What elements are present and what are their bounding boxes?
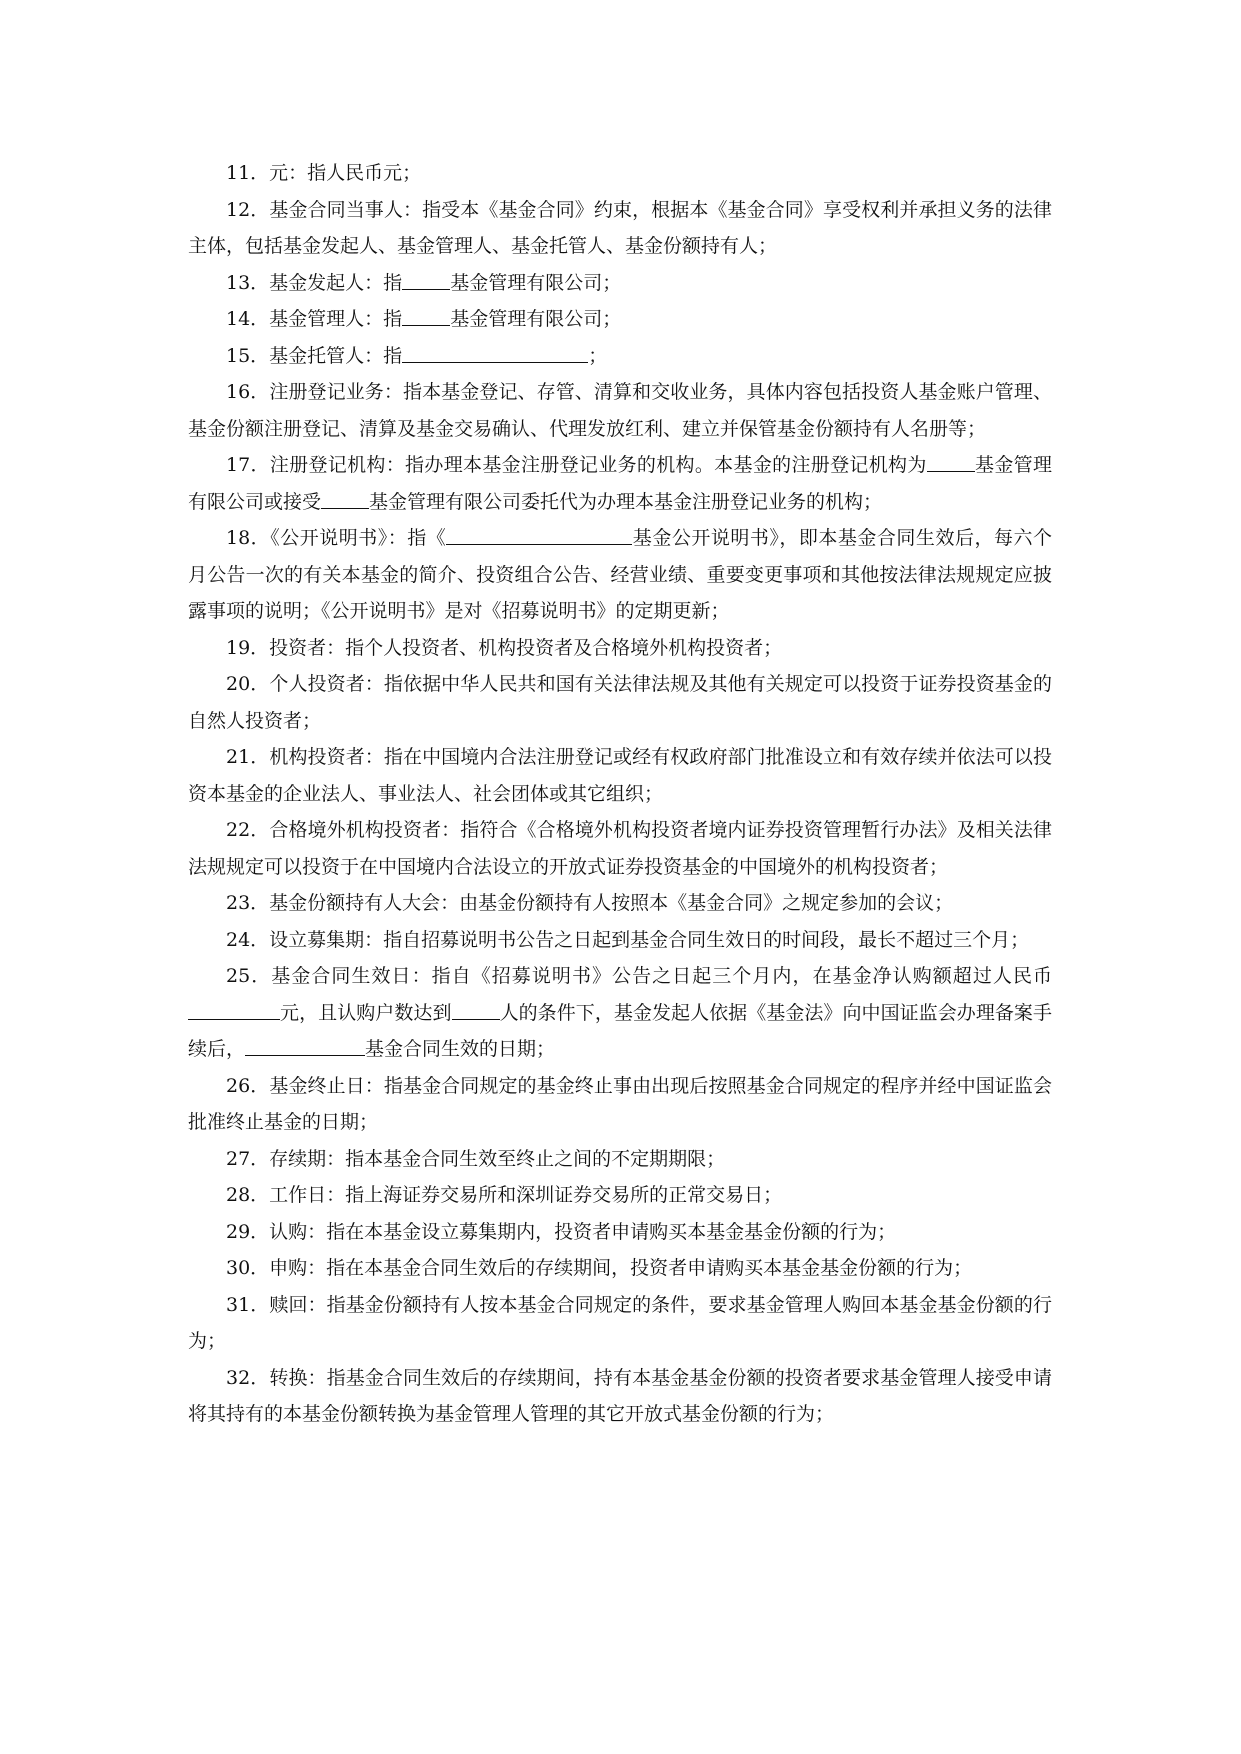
fill-in-blank: [402, 269, 450, 290]
definition-14: 14．基金管理人：指 基金管理有限公司；: [188, 301, 1052, 338]
fill-in-blank: [452, 999, 500, 1020]
fill-in-blank: [402, 342, 588, 363]
definition-30: 30．申购：指在本基金合同生效后的存续期间，投资者申请购买本基金基金份额的行为；: [226, 1257, 973, 1279]
definition-20: 20．个人投资者：指依据中华人民共和国有关法律法规及其他有关规定可以投资于证券投资基金的自然人投资者；: [188, 673, 1052, 732]
definition-23: 23．基金份额持有人大会：由基金份额持有人按照本《基金合同》之规定参加的会议；: [226, 892, 954, 914]
fill-in-blank: [446, 524, 632, 545]
definition-27: 27．存续期：指本基金合同生效至终止之间的不定期期限；: [226, 1147, 726, 1170]
document-body: [188, 155, 1052, 1433]
definition-29: 29．认购：指在本基金设立募集期内，投资者申请购买本基金基金份额的行为；: [226, 1220, 897, 1243]
definition-22: 22．合格境外机构投资者：指符合《合格境外机构投资者境内证券投资管理暂行办法》及相关法律法规规定可以投资于在中国境内合法设立的开放式证券投资基金的中国境外的机构投资者；: [188, 819, 1052, 878]
definition-26: 26．基金终止日：指基金合同规定的基金终止事由出现后按照基金合同规定的程序并经中国证监会批准终止基金的日期；: [188, 1074, 1052, 1133]
definition-11: 11．元：指人民币元；: [226, 162, 422, 184]
fill-in-blank: [245, 1035, 365, 1056]
definition-31: 31．赎回：指基金份额持有人按本基金合同规定的条件，要求基金管理人购回本基金基金份额的行为；: [188, 1293, 1052, 1352]
definition-24: 24．设立募集期：指自招募说明书公告之日起到基金合同生效日的时间段，最长不超过三个月；: [226, 928, 1030, 951]
fill-in-blank: [402, 305, 450, 326]
definition-25: 25．基金合同生效日：指自《招募说明书》公告之日起三个月内，在基金净认购额超过人民币元，且认购户数达到 人的条件下，基金发起人依据《基金法》向中国证监会办理备案手续后， 基金合同生效的日期；: [188, 965, 1052, 1060]
definition-32: 32．转换：指基金合同生效后的存续期间，持有本基金基金份额的投资者要求基金管理人接受申请将其持有的本基金份额转换为基金管理人管理的其它开放式基金份额的行为；: [188, 1366, 1052, 1425]
definition-17: 17．注册登记机构：指办理本基金注册登记业务的机构。本基金的注册登记机构为 基金管理有限公司或接受 基金管理有限公司委托代为办理本基金注册登记业务的机构；: [188, 447, 1052, 520]
definition-12: 12．基金合同当事人：指受本《基金合同》约束，根据本《基金合同》享受权利并承担义务的法律主体，包括基金发起人、基金管理人、基金托管人、基金份额持有人；: [188, 198, 1052, 257]
definition-16: 16．注册登记业务：指本基金登记、存管、清算和交收业务，具体内容包括投资人基金账户管理、基金份额注册登记、清算及基金交易确认、代理发放红利、建立并保管基金份额持有人名册等；: [188, 381, 1052, 440]
definition-15: 15．基金托管人：指 ；: [188, 338, 1052, 375]
fill-in-blank: [321, 488, 369, 509]
fill-in-blank: [927, 451, 975, 472]
definition-28: 28．工作日：指上海证券交易所和深圳证券交易所的正常交易日；: [226, 1184, 783, 1206]
fill-in-blank: [188, 999, 280, 1020]
definition-18: 18．《公开说明书》：指《 基金公开说明书》，即本基金合同生效后，每六个月公告一次的有关本基金的简介、投资组合公告、经营业绩、重要变更事项和其他按法律法规规定应披露事项的说明；《公开说明书》是对《招募说明书》的定期更新；: [188, 520, 1052, 630]
definition-19: 19．投资者：指个人投资者、机构投资者及合格境外机构投资者；: [226, 636, 783, 659]
definition-13: 13．基金发起人：指 基金管理有限公司；: [188, 265, 1052, 302]
definition-21: 21．机构投资者：指在中国境内合法注册登记或经有权政府部门批准设立和有效存续并依法可以投资本基金的企业法人、事业法人、社会团体或其它组织；: [188, 746, 1052, 805]
